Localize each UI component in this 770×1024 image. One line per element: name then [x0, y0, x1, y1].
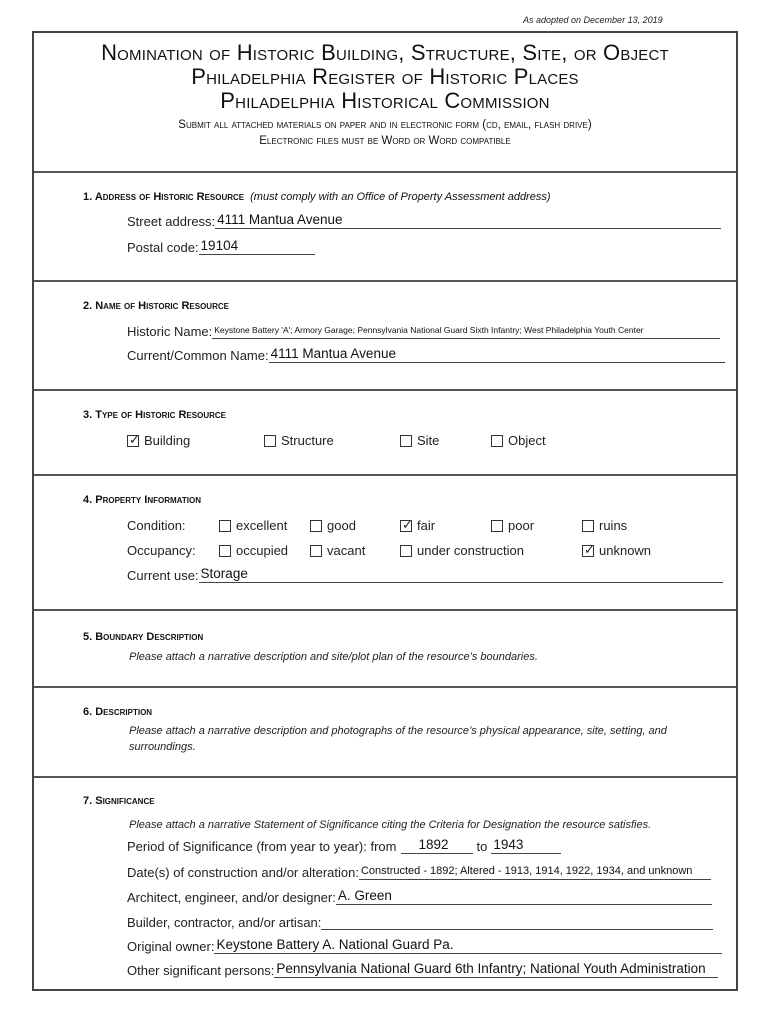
occupancy-under-construction[interactable]: under construction: [400, 543, 524, 558]
condition-poor[interactable]: poor: [491, 518, 534, 533]
architect-value: A. Green: [337, 888, 392, 903]
dates-label: Date(s) of construction and/or alteration:: [127, 865, 359, 880]
condition-label: Condition:: [127, 518, 186, 533]
builder-row: [127, 914, 713, 930]
persons-row: [127, 962, 718, 978]
building-checkbox[interactable]: ✓: [129, 432, 140, 447]
vacant-checkbox[interactable]: [310, 545, 322, 557]
section-2-title: 2. Name of Historic Resource: [83, 300, 229, 312]
current-use-value: Storage: [200, 566, 248, 581]
current-use-field[interactable]: [199, 567, 723, 583]
file-format-instructions: Electronic files must be Word or Word compatible: [259, 135, 511, 147]
divider: [34, 171, 736, 173]
occupied-checkbox[interactable]: [219, 545, 231, 557]
postal-code-label: Postal code:: [127, 240, 199, 255]
builder-field[interactable]: [321, 914, 713, 930]
owner-value: Keystone Battery A. National Guard Pa.: [216, 937, 454, 952]
poor-checkbox[interactable]: [491, 520, 503, 532]
condition-ruins[interactable]: ruins: [582, 518, 627, 533]
section-5-title: 5. Boundary Description: [83, 631, 204, 643]
type-option-object[interactable]: Object: [491, 433, 546, 448]
historic-name-row: [127, 323, 720, 339]
period-row: [127, 838, 561, 854]
architect-label: Architect, engineer, and/or designer:: [127, 890, 336, 905]
builder-label: Builder, contractor, and/or artisan:: [127, 915, 322, 930]
postal-code-value: 19104: [200, 238, 239, 253]
persons-value: Pennsylvania National Guard 6th Infantry; National Youth Administration: [276, 961, 706, 976]
dates-value: Constructed - 1892; Altered - 1913, 1914, 1922, 1934, and unknown: [360, 865, 693, 877]
current-use-label: Current use:: [127, 568, 199, 583]
condition-good[interactable]: good: [310, 518, 356, 533]
dates-field[interactable]: [359, 864, 711, 880]
persons-field[interactable]: [274, 962, 718, 978]
occupancy-label: Occupancy:: [127, 543, 196, 558]
under-construction-checkbox[interactable]: [400, 545, 412, 557]
object-checkbox[interactable]: [491, 435, 503, 447]
description-note: Please attach a narrative description and photographs of the resource’s physical appearance, site, setting, and surroundings.: [129, 725, 667, 753]
divider: [34, 280, 736, 282]
good-checkbox[interactable]: [310, 520, 322, 532]
site-checkbox[interactable]: [400, 435, 412, 447]
divider: [34, 776, 736, 778]
condition-fair[interactable]: ✓ fair: [402, 517, 436, 533]
postal-code-row: [127, 239, 315, 255]
commission-title: Philadelphia Historical Commission: [220, 88, 550, 113]
period-to-field[interactable]: [491, 838, 561, 854]
owner-field[interactable]: [214, 938, 722, 954]
historic-name-value: Keystone Battery 'A'; Armory Garage; Pennsylvania National Guard Sixth Infantry; West Philadelphia Youth Center: [214, 325, 644, 335]
common-name-value: 4111 Mantua Avenue: [270, 346, 396, 361]
period-from-value: 1892: [418, 837, 449, 852]
form-title: Nomination of Historic Building, Structure, Site, or Object: [101, 40, 669, 65]
street-address-row: [127, 213, 721, 229]
ruins-checkbox[interactable]: [582, 520, 594, 532]
divider: [34, 686, 736, 688]
form-header: [34, 33, 736, 149]
street-address-label: Street address:: [127, 214, 216, 229]
address-hint: (must comply with an Office of Property Assessment address): [250, 191, 551, 203]
occupancy-unknown[interactable]: ✓ unknown: [584, 542, 652, 558]
type-option-building[interactable]: ✓ Building: [129, 432, 191, 448]
historic-name-field[interactable]: [212, 323, 720, 339]
owner-row: [127, 938, 722, 954]
section-6-title: 6. Description: [83, 706, 153, 718]
divider: [34, 389, 736, 391]
street-address-value: 4111 Mantua Avenue: [217, 212, 343, 227]
section-3-title: 3. Type of Historic Resource: [83, 409, 226, 421]
current-use-row: [127, 567, 723, 583]
divider: [34, 609, 736, 611]
period-label: Period of Significance (from year to year): from: [127, 839, 397, 854]
period-to-label: to: [476, 839, 488, 854]
condition-excellent[interactable]: excellent: [219, 518, 287, 533]
section-4-title: 4. Property Information: [83, 494, 201, 506]
unknown-checkbox[interactable]: ✓: [584, 542, 595, 557]
structure-checkbox[interactable]: [264, 435, 276, 447]
architect-row: [127, 889, 712, 905]
historic-name-label: Historic Name:: [127, 324, 213, 339]
type-option-structure[interactable]: Structure: [264, 433, 334, 448]
nomination-form: [32, 31, 738, 991]
submit-instructions: Submit all attached materials on paper and in electronic form (cd, email, flash drive): [178, 119, 592, 131]
period-from-field[interactable]: [401, 838, 473, 854]
section-1-title: 1. Address of Historic Resource (must comply with an Office of Property Assessment address): [83, 191, 551, 203]
postal-code-field[interactable]: [199, 239, 315, 255]
period-to-value: 1943: [493, 837, 524, 852]
street-address-field[interactable]: [215, 213, 721, 229]
type-option-site[interactable]: Site: [400, 433, 439, 448]
fair-checkbox[interactable]: ✓: [402, 517, 413, 532]
boundary-note: Please attach a narrative description and site/plot plan of the resource’s boundaries.: [129, 651, 538, 663]
divider: [34, 474, 736, 476]
common-name-field[interactable]: [269, 347, 725, 363]
dates-row: [127, 864, 711, 880]
persons-label: Other significant persons:: [127, 963, 275, 978]
architect-field[interactable]: [336, 889, 712, 905]
occupancy-occupied[interactable]: occupied: [219, 543, 288, 558]
significance-note: Please attach a narrative Statement of Significance citing the Criteria for Designation the resource satisfies.: [129, 819, 652, 831]
owner-label: Original owner:: [127, 939, 215, 954]
section-7-title: 7. Significance: [83, 795, 155, 807]
common-name-label: Current/Common Name:: [127, 348, 269, 363]
register-title: Philadelphia Register of Historic Places: [191, 64, 579, 89]
occupancy-vacant[interactable]: vacant: [310, 543, 365, 558]
excellent-checkbox[interactable]: [219, 520, 231, 532]
adopted-note: As adopted on December 13, 2019: [523, 15, 663, 25]
common-name-row: [127, 347, 725, 363]
